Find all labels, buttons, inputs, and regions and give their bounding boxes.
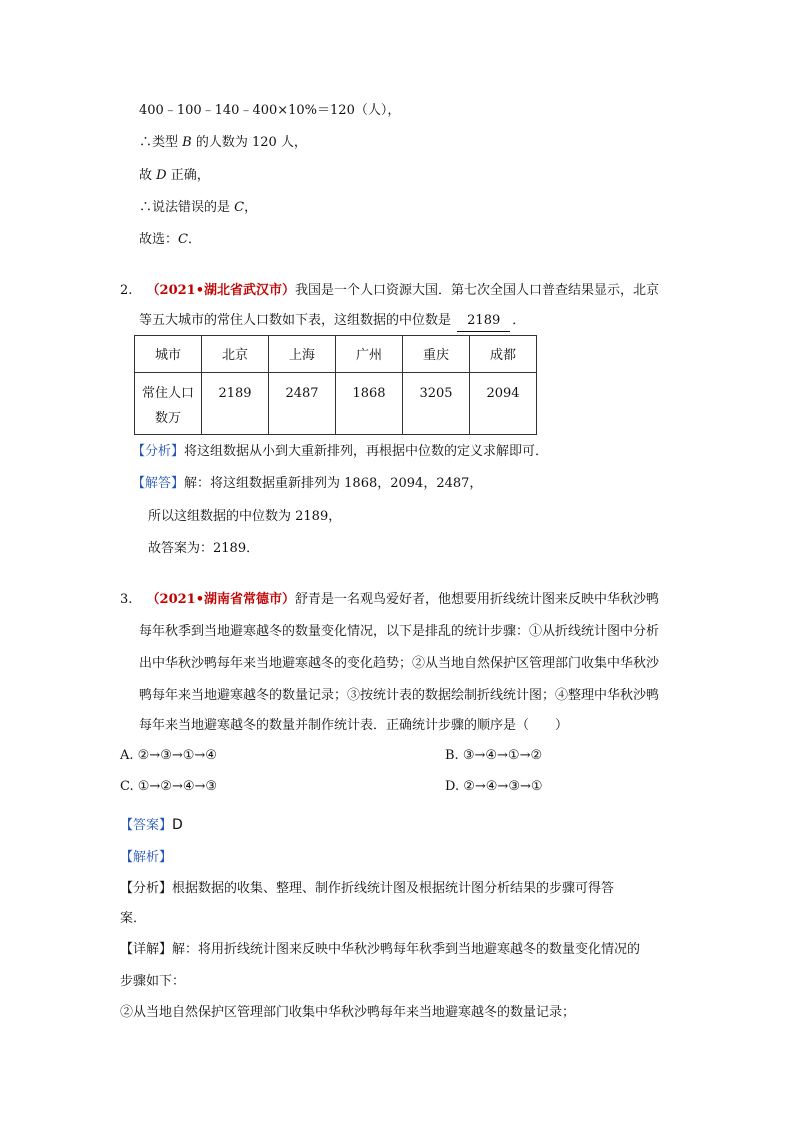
text: ． [187, 232, 201, 247]
q2-source: （2021•湖北省武汉市） [146, 283, 296, 298]
text: ∴类型 [139, 135, 183, 150]
table-header-row [135, 336, 537, 373]
q2-solution [132, 474, 482, 494]
solution-tag: 【解答】 [132, 476, 185, 491]
table-cell: 北京 [202, 336, 269, 373]
q3-line-5: 每年来当地避寒越冬的数量并制作统计表．正确统计步骤的顺序是（ ） [139, 718, 569, 733]
q2-period: ． [512, 313, 526, 328]
q2-text: 我国是一个人口资源大国．第七次全国人口普查结果显示，北京 [295, 283, 660, 298]
text: 故 [139, 168, 157, 183]
option-c: C. ①→②→④→③ [120, 779, 218, 794]
table-cell: 广州 [336, 336, 403, 373]
q3-jiexi-tag: 【解析】 [120, 850, 173, 865]
option-b: B. ③→④→①→② [445, 748, 543, 763]
table-cell: 3205 [403, 373, 470, 435]
calc-line: 400﹣100﹣140﹣400×10%＝120（人）， [139, 103, 401, 118]
conclusion-line [139, 198, 257, 218]
q3-fenxi [120, 879, 614, 899]
table-cell: 重庆 [403, 336, 470, 373]
option-a: A. ②→③→①→④ [120, 748, 217, 763]
choice-line [139, 230, 201, 250]
answer-tag: 【答案】 [120, 818, 173, 833]
table-cell: 1868 [336, 373, 403, 435]
fenxi-tag: 【分析】 [120, 881, 173, 896]
analysis-text: 将这组数据从小到大重新排列，再根据中位数的定义求解即可． [184, 444, 549, 459]
var: D [156, 168, 167, 183]
text: 正确， [166, 168, 210, 183]
q2-analysis [132, 442, 548, 462]
var: C [178, 232, 188, 247]
table-cell: 2094 [470, 373, 537, 435]
q3-fenxi-2: 案． [120, 911, 147, 926]
q3-line-1 [120, 590, 659, 610]
table-row-label [135, 373, 202, 435]
option-d: D. ②→④→③→① [445, 779, 543, 794]
text: ∴说法错误的是 [139, 200, 235, 215]
q2-solution-3: 故答案为：2189． [148, 541, 260, 556]
table-cell: 2189 [202, 373, 269, 435]
q3-answer [120, 815, 183, 836]
xiangjie-text: 解：将用折线统计图来反映中华秋沙鸭每年秋季到当地避寒越冬的数量变化情况的 [172, 942, 641, 957]
population-table [134, 335, 537, 435]
text: ， [244, 200, 258, 215]
q2-line-1 [120, 281, 659, 301]
var: C [234, 200, 245, 215]
q2-text: 等五大城市的常住人口数如下表，这组数据的中位数是 [139, 313, 452, 328]
table-cell: 上海 [269, 336, 336, 373]
conclusion-line [139, 133, 307, 153]
q3-line-4: 鸭每年来当地避寒越冬的数量记录；③按统计表的数据绘制折线统计图；④整理中华秋沙鸭 [139, 688, 660, 703]
q3-xiangjie-3: ②从当地自然保护区管理部门收集中华秋沙鸭每年来当地避寒越冬的数量记录； [120, 1005, 576, 1020]
q3-xiangjie-2: 步骤如下： [120, 974, 186, 989]
table-row [135, 373, 537, 435]
table-cell: 2487 [269, 373, 336, 435]
q3-source: （2021•湖南省常德市） [146, 592, 296, 607]
table-cell: 成都 [470, 336, 537, 373]
q2-solution-2: 所以这组数据的中位数为 2189， [148, 509, 342, 524]
q2-answer-blank: 2189 [457, 311, 510, 332]
q3-line-2: 每年秋季到当地避寒越冬的数量变化情况，以下是排乱的统计步骤：①从折线统计图中分析 [139, 624, 660, 639]
analysis-tag: 【分析】 [132, 444, 185, 459]
q2-line-2 [139, 311, 525, 332]
label-line: 常住人口 [141, 386, 194, 401]
q2-number: 2. [120, 283, 133, 298]
var: B [182, 135, 192, 150]
text: 的人数为 120 人， [191, 135, 307, 150]
table-cell: 城市 [135, 336, 202, 373]
answer-value: D [172, 817, 183, 833]
q3-number: 3. [120, 592, 133, 607]
text: 故选： [139, 232, 179, 247]
conclusion-line [139, 166, 210, 186]
q3-line-3: 出中华秋沙鸭每年来当地避寒越冬的变化趋势；②从当地自然保护区管理部门收集中华秋沙 [139, 656, 660, 671]
xiangjie-tag: 【详解】 [120, 942, 173, 957]
label-line: 数万 [154, 411, 181, 426]
fenxi-text: 根据数据的收集、整理、制作折线统计图及根据统计图分析结果的步骤可得答 [172, 881, 615, 896]
q3-text: 舒青是一名观鸟爱好者，他想要用折线统计图来反映中华秋沙鸭 [295, 592, 660, 607]
solution-text: 解：将这组数据重新排列为 1868，2094，2487， [184, 476, 483, 491]
q3-xiangjie [120, 940, 640, 960]
